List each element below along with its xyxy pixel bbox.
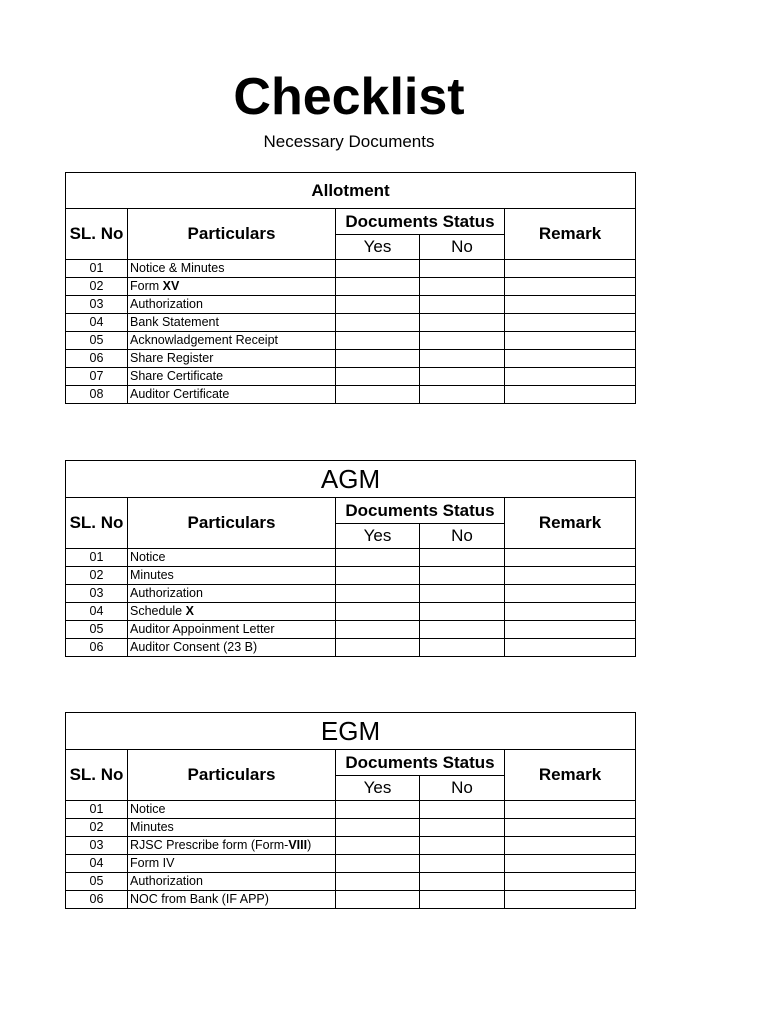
row-particulars-text: Share Register xyxy=(130,351,214,365)
row-no-cell[interactable] xyxy=(420,314,505,332)
table-row xyxy=(66,260,636,278)
section-table-agm xyxy=(65,460,636,657)
row-remark-cell[interactable] xyxy=(505,855,636,873)
row-remark-cell[interactable] xyxy=(505,603,636,621)
row-particulars-text: Bank Statement xyxy=(130,315,219,329)
table-row xyxy=(66,386,636,404)
row-yes-cell[interactable] xyxy=(336,891,420,909)
row-particulars xyxy=(128,386,336,404)
row-yes-cell[interactable] xyxy=(336,819,420,837)
row-particulars-text: NOC from Bank (IF APP) xyxy=(130,892,269,906)
section-title: Allotment xyxy=(66,173,636,209)
row-yes-cell[interactable] xyxy=(336,368,420,386)
row-yes-cell[interactable] xyxy=(336,296,420,314)
row-particulars xyxy=(128,350,336,368)
header-remark: Remark xyxy=(505,750,636,801)
row-no-cell[interactable] xyxy=(420,567,505,585)
row-particulars-text: Minutes xyxy=(130,820,174,834)
row-particulars xyxy=(128,585,336,603)
row-particulars-text: Acknowladgement Receipt xyxy=(130,333,278,347)
row-no-cell[interactable] xyxy=(420,639,505,657)
row-yes-cell[interactable] xyxy=(336,260,420,278)
row-remark-cell[interactable] xyxy=(505,873,636,891)
table-row xyxy=(66,278,636,296)
table-row xyxy=(66,296,636,314)
row-sl-no: 06 xyxy=(66,891,128,909)
row-yes-cell[interactable] xyxy=(336,801,420,819)
row-remark-cell[interactable] xyxy=(505,801,636,819)
header-particulars: Particulars xyxy=(128,209,336,260)
table-row xyxy=(66,314,636,332)
row-yes-cell[interactable] xyxy=(336,386,420,404)
row-remark-cell[interactable] xyxy=(505,296,636,314)
row-remark-cell[interactable] xyxy=(505,567,636,585)
row-particulars xyxy=(128,621,336,639)
header-row xyxy=(66,750,636,776)
header-sl-no: SL. No xyxy=(66,750,128,801)
header-documents-status: Documents Status xyxy=(336,750,505,776)
row-particulars xyxy=(128,873,336,891)
row-particulars-text: Authorization xyxy=(130,874,203,888)
header-particulars: Particulars xyxy=(128,498,336,549)
row-remark-cell[interactable] xyxy=(505,368,636,386)
row-yes-cell[interactable] xyxy=(336,873,420,891)
row-no-cell[interactable] xyxy=(420,350,505,368)
row-yes-cell[interactable] xyxy=(336,567,420,585)
table-row xyxy=(66,855,636,873)
row-no-cell[interactable] xyxy=(420,837,505,855)
row-particulars xyxy=(128,891,336,909)
row-sl-no: 03 xyxy=(66,296,128,314)
row-no-cell[interactable] xyxy=(420,855,505,873)
row-particulars xyxy=(128,603,336,621)
row-particulars-bold: X xyxy=(185,604,194,618)
header-row xyxy=(66,498,636,524)
header-no: No xyxy=(420,235,505,260)
row-remark-cell[interactable] xyxy=(505,621,636,639)
section-title: AGM xyxy=(66,461,636,498)
row-particulars-text: Share Certificate xyxy=(130,369,224,383)
row-remark-cell[interactable] xyxy=(505,278,636,296)
table-row xyxy=(66,891,636,909)
row-sl-no: 01 xyxy=(66,260,128,278)
row-remark-cell[interactable] xyxy=(505,585,636,603)
row-remark-cell[interactable] xyxy=(505,639,636,657)
table-row xyxy=(66,639,636,657)
row-particulars-text: Authorization xyxy=(130,297,203,311)
row-yes-cell[interactable] xyxy=(336,621,420,639)
row-particulars xyxy=(128,855,336,873)
row-particulars-bold: XV xyxy=(162,279,180,293)
row-sl-no: 06 xyxy=(66,350,128,368)
table-row xyxy=(66,567,636,585)
row-no-cell[interactable] xyxy=(420,549,505,567)
table-row xyxy=(66,837,636,855)
row-particulars-text: Auditor Certificate xyxy=(130,387,230,401)
row-yes-cell[interactable] xyxy=(336,549,420,567)
row-sl-no: 03 xyxy=(66,585,128,603)
row-sl-no: 05 xyxy=(66,621,128,639)
row-particulars-text: Minutes xyxy=(130,568,174,582)
row-no-cell[interactable] xyxy=(420,368,505,386)
row-yes-cell[interactable] xyxy=(336,639,420,657)
row-particulars-text: Form xyxy=(130,279,163,293)
row-particulars-text: Auditor Appoinment Letter xyxy=(130,622,275,636)
row-particulars xyxy=(128,314,336,332)
table-row xyxy=(66,819,636,837)
row-remark-cell[interactable] xyxy=(505,891,636,909)
header-sl-no: SL. No xyxy=(66,498,128,549)
section-title-row xyxy=(66,173,636,209)
table-row xyxy=(66,549,636,567)
row-sl-no: 02 xyxy=(66,819,128,837)
row-yes-cell[interactable] xyxy=(336,585,420,603)
row-particulars xyxy=(128,260,336,278)
header-yes: Yes xyxy=(336,524,420,549)
row-no-cell[interactable] xyxy=(420,621,505,639)
section-table-egm xyxy=(65,712,636,909)
row-particulars-text: Authorization xyxy=(130,586,203,600)
row-sl-no: 05 xyxy=(66,332,128,350)
row-particulars xyxy=(128,332,336,350)
row-no-cell[interactable] xyxy=(420,386,505,404)
row-no-cell[interactable] xyxy=(420,891,505,909)
table-row xyxy=(66,621,636,639)
row-particulars-text: Notice & Minutes xyxy=(130,261,225,275)
row-yes-cell[interactable] xyxy=(336,350,420,368)
row-remark-cell[interactable] xyxy=(505,386,636,404)
row-particulars-text: Notice xyxy=(130,550,166,564)
row-no-cell[interactable] xyxy=(420,801,505,819)
section-table-allotment xyxy=(65,172,636,404)
table-row xyxy=(66,801,636,819)
row-particulars-text: Notice xyxy=(130,802,166,816)
header-documents-status: Documents Status xyxy=(336,209,505,235)
row-yes-cell[interactable] xyxy=(336,332,420,350)
row-particulars xyxy=(128,296,336,314)
row-particulars xyxy=(128,801,336,819)
header-sl-no: SL. No xyxy=(66,209,128,260)
row-remark-cell[interactable] xyxy=(505,837,636,855)
row-remark-cell[interactable] xyxy=(505,350,636,368)
row-sl-no: 01 xyxy=(66,549,128,567)
table-row xyxy=(66,603,636,621)
row-particulars xyxy=(128,639,336,657)
header-no: No xyxy=(420,776,505,801)
page-title: Checklist xyxy=(233,68,465,126)
row-sl-no: 07 xyxy=(66,368,128,386)
row-particulars xyxy=(128,819,336,837)
table-row xyxy=(66,350,636,368)
row-remark-cell[interactable] xyxy=(505,332,636,350)
header-yes: Yes xyxy=(336,235,420,260)
row-particulars xyxy=(128,278,336,296)
header-no: No xyxy=(420,524,505,549)
header-remark: Remark xyxy=(505,209,636,260)
row-sl-no: 03 xyxy=(66,837,128,855)
row-sl-no: 08 xyxy=(66,386,128,404)
row-no-cell[interactable] xyxy=(420,296,505,314)
row-no-cell[interactable] xyxy=(420,585,505,603)
row-sl-no: 04 xyxy=(66,603,128,621)
row-yes-cell[interactable] xyxy=(336,855,420,873)
section-title: EGM xyxy=(66,713,636,750)
row-particulars xyxy=(128,837,336,855)
row-yes-cell[interactable] xyxy=(336,603,420,621)
row-particulars-suffix: ) xyxy=(307,838,312,852)
header-remark: Remark xyxy=(505,498,636,549)
row-yes-cell[interactable] xyxy=(336,314,420,332)
row-no-cell[interactable] xyxy=(420,278,505,296)
row-remark-cell[interactable] xyxy=(505,549,636,567)
row-particulars-bold: VIII xyxy=(288,838,308,852)
row-particulars xyxy=(128,549,336,567)
row-sl-no: 02 xyxy=(66,567,128,585)
section-title-row xyxy=(66,713,636,750)
header-row xyxy=(66,209,636,235)
header-particulars: Particulars xyxy=(128,750,336,801)
row-remark-cell[interactable] xyxy=(505,260,636,278)
row-particulars-text: RJSC Prescribe form (Form- xyxy=(130,838,289,852)
row-sl-no: 02 xyxy=(66,278,128,296)
page-subtitle: Necessary Documents xyxy=(263,132,435,151)
row-yes-cell[interactable] xyxy=(336,278,420,296)
row-yes-cell[interactable] xyxy=(336,837,420,855)
row-particulars xyxy=(128,567,336,585)
table-row xyxy=(66,368,636,386)
row-no-cell[interactable] xyxy=(420,260,505,278)
section-title-row xyxy=(66,461,636,498)
row-sl-no: 01 xyxy=(66,801,128,819)
table-row xyxy=(66,332,636,350)
table-row xyxy=(66,873,636,891)
row-sl-no: 04 xyxy=(66,855,128,873)
row-particulars xyxy=(128,368,336,386)
row-remark-cell[interactable] xyxy=(505,819,636,837)
row-sl-no: 06 xyxy=(66,639,128,657)
row-no-cell[interactable] xyxy=(420,332,505,350)
row-particulars-text: Form IV xyxy=(130,856,175,870)
row-no-cell[interactable] xyxy=(420,819,505,837)
row-remark-cell[interactable] xyxy=(505,314,636,332)
row-no-cell[interactable] xyxy=(420,603,505,621)
row-particulars-text: Schedule xyxy=(130,604,186,618)
row-sl-no: 04 xyxy=(66,314,128,332)
header-documents-status: Documents Status xyxy=(336,498,505,524)
header-yes: Yes xyxy=(336,776,420,801)
row-particulars-text: Auditor Consent (23 B) xyxy=(130,640,258,654)
table-row xyxy=(66,585,636,603)
row-no-cell[interactable] xyxy=(420,873,505,891)
row-sl-no: 05 xyxy=(66,873,128,891)
